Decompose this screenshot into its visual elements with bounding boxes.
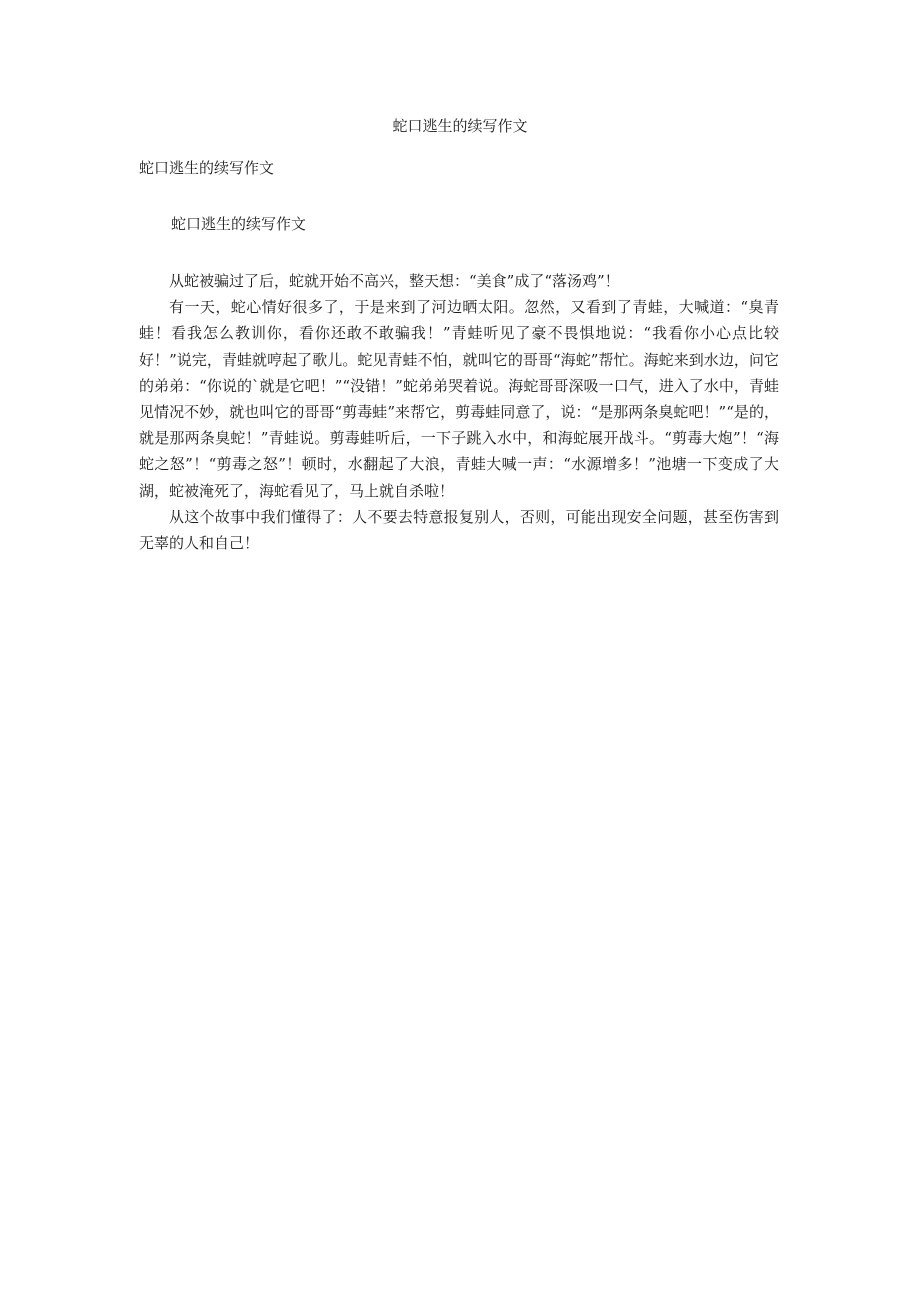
article-body [139,268,779,556]
paragraph-2: 有一天，蛇心情好很多了，于是来到了河边晒太阳。忽然，又看到了青蛙，大喊道：“臭青蛙！看我怎么教训你，看你还敢不敢骗我！”青蛙听见了豪不畏惧地说：“我看你小心点比较好！”说完，青蛙就哼起了歌儿。蛇见青蛙不怕，就叫它的哥哥“海蛇”帮忙。海蛇来到水边，问它的弟弟：“你说的`就是它吧！”“没错！”蛇弟弟哭着说。海蛇哥哥深吸一口气，进入了水中，青蛙见情况不妙，就也叫它的哥哥“剪毒蛙”来帮它，剪毒蛙同意了，说：“是那两条臭蛇吧！”“是的，就是那两条臭蛇！”青蛙说。剪毒蛙听后，一下子跳入水中，和海蛇展开战斗。“剪毒大炮”！“海蛇之怒”！“剪毒之怒”！顿时，水翻起了大浪，青蛙大喊一声：“水源增多！”池塘一下变成了大湖，蛇被淹死了，海蛇看见了，马上就自杀啦！ [139,298,779,500]
article-title: 蛇口逃生的续写作文 [171,215,307,233]
paragraph-1: 从蛇被骗过了后，蛇就开始不高兴，整天想：“美食”成了“落汤鸡”！ [169,272,620,290]
document-subtitle: 蛇口逃生的续写作文 [139,159,275,177]
paragraph-3: 从这个故事中我们懂得了：人不要去特意报复别人，否则，可能出现安全问题，甚至伤害到无辜的人和自己！ [139,507,779,553]
page-title: 蛇口逃生的续写作文 [392,117,528,135]
